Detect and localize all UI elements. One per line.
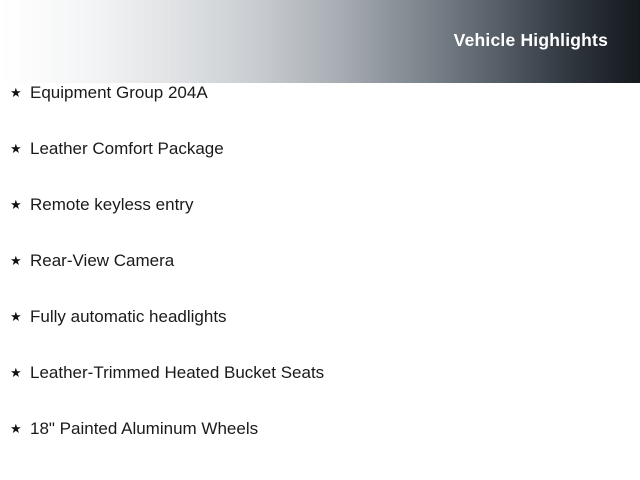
list-item-label: Remote keyless entry xyxy=(30,195,194,214)
list-item xyxy=(0,83,640,139)
list-item xyxy=(0,363,640,419)
list-item-label: Leather-Trimmed Heated Bucket Seats xyxy=(30,363,325,382)
highlights-list xyxy=(0,83,640,475)
list-item-label: Rear-View Camera xyxy=(30,251,175,270)
list-item xyxy=(0,139,640,195)
star-bullet-icon: ★ xyxy=(10,365,22,380)
page-title: Vehicle Highlights xyxy=(453,30,608,50)
star-bullet-icon: ★ xyxy=(10,309,22,324)
star-bullet-icon: ★ xyxy=(10,253,22,268)
star-bullet-icon: ★ xyxy=(10,197,22,212)
list-item-label: Leather Comfort Package xyxy=(30,139,224,158)
list-item xyxy=(0,251,640,307)
list-item xyxy=(0,195,640,251)
list-item-label: 18" Painted Aluminum Wheels xyxy=(30,419,259,438)
list-item-label: Fully automatic headlights xyxy=(30,307,227,326)
star-bullet-icon: ★ xyxy=(10,421,22,436)
list-item xyxy=(0,307,640,363)
list-item-label: Equipment Group 204A xyxy=(30,83,208,102)
star-bullet-icon: ★ xyxy=(10,85,22,100)
star-bullet-icon: ★ xyxy=(10,141,22,156)
list-item xyxy=(0,419,640,475)
header-banner xyxy=(0,0,640,83)
